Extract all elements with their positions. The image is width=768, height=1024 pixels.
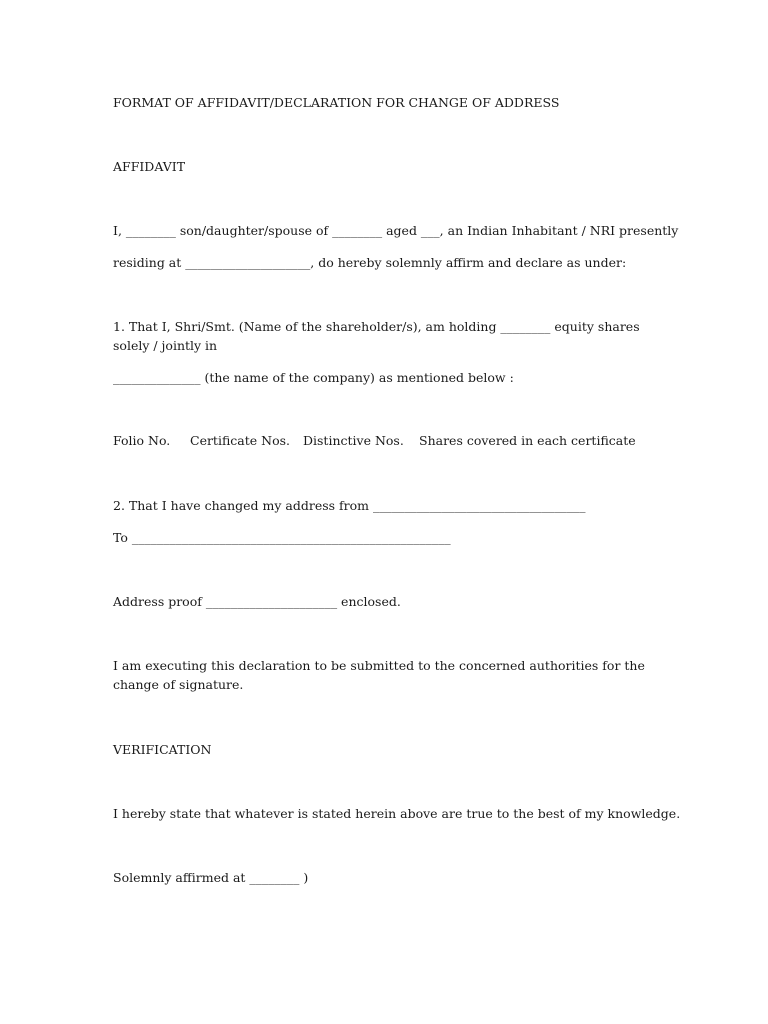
execution-statement: I am executing this declaration to be submitted to the concerned authorities for the change of signature. <box>113 658 645 692</box>
document-title: FORMAT OF AFFIDAVIT/DECLARATION FOR CHANGE OF ADDRESS <box>113 95 560 110</box>
clause-1: 1. That I, Shri/Smt. (Name of the shareholder/s), am holding ________ equity shares solely / jointly in <box>113 319 640 353</box>
shares-covered-header: Shares covered in each certificate <box>419 433 636 448</box>
certificate-nos-header: Certificate Nos. <box>190 433 290 448</box>
address-proof-line: Address proof _____________________ enclosed. <box>113 594 401 609</box>
affirmed-at-line: Solemnly affirmed at ________ ) <box>113 870 309 885</box>
folio-no-header: Folio No. <box>113 433 171 448</box>
verification-statement: I hereby state that whatever is stated herein above are true to the best of my knowledge. <box>113 806 681 821</box>
intro-line-2: residing at ____________________, do hereby solemnly affirm and declare as under: <box>113 255 627 270</box>
intro-line-1: I, ________ son/daughter/spouse of ________ aged ___, an Indian Inhabitant / NRI presently <box>113 223 679 238</box>
clause-2-from: 2. That I have changed my address from __________________________________ <box>113 498 586 513</box>
verification-heading: VERIFICATION <box>113 742 212 757</box>
distinctive-nos-header: Distinctive Nos. <box>303 433 404 448</box>
clause-1-company: ______________ (the name of the company) as mentioned below : <box>113 370 514 385</box>
clause-2-to: To ___________________________________________________ <box>113 530 451 545</box>
affidavit-heading: AFFIDAVIT <box>113 159 186 174</box>
